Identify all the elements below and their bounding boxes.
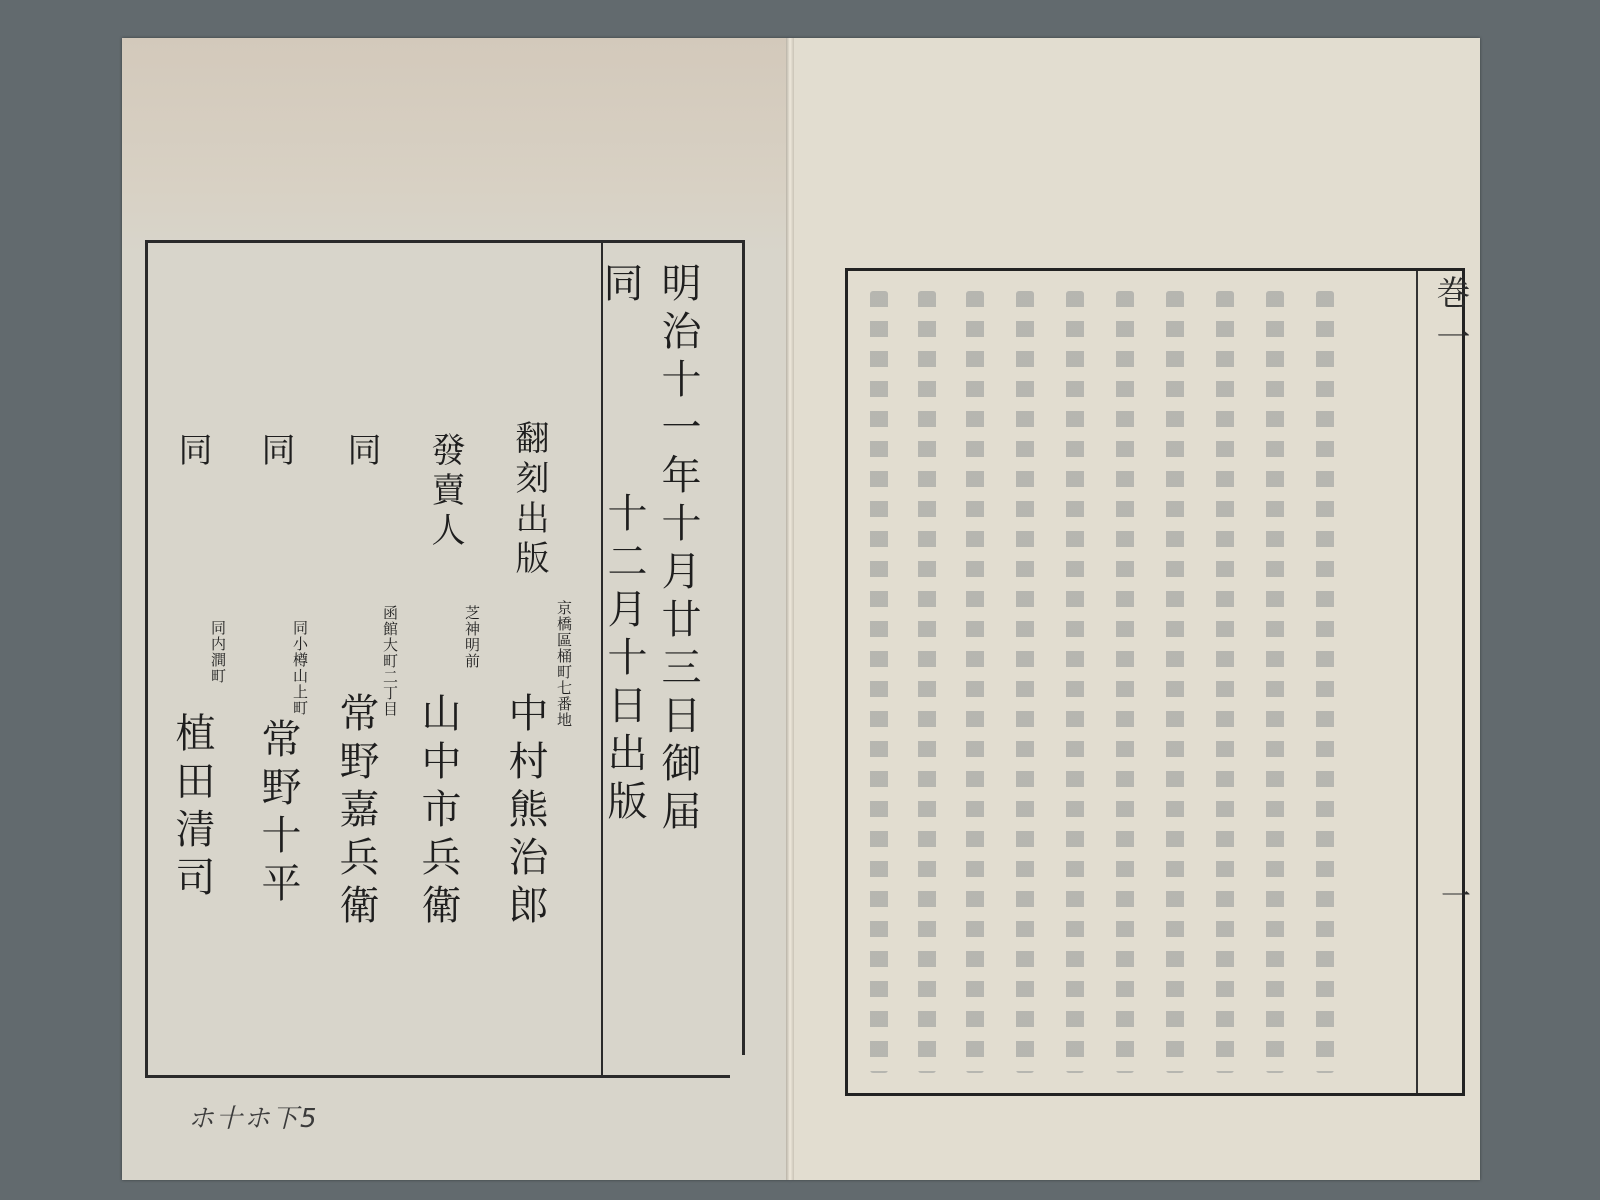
faint-text-column [1016,291,1034,1073]
folio-number: 一 [1435,880,1470,918]
frame-bottom-rule [148,1075,730,1078]
faint-text-column [870,291,888,1073]
seller-1-name: 山中市兵衛 [415,692,461,932]
book-spine [786,38,794,1180]
seller-4-prefix: 同 [172,432,212,472]
handwritten-catalog-note: ホ十ホ下5 [188,1104,319,1134]
colophon-same-1: 同 [597,262,643,310]
faint-text-column [966,291,984,1073]
faint-text-column [1166,291,1184,1073]
faint-text-column [1266,291,1284,1073]
faint-text-column [1216,291,1234,1073]
page-stain [122,38,790,253]
seller-4-name: 植田清司 [169,712,215,904]
seller-3-name: 常野十平 [255,718,301,910]
text-block-frame [845,268,1470,1096]
publisher-name: 中村熊治郎 [502,692,548,932]
seller-3-address: 同小樽山上町 [291,620,309,716]
colophon-date-published: 十二月十日出版 [601,492,647,828]
faint-text-column [918,291,936,1073]
faint-text-column [1316,291,1334,1073]
colophon-date-filed: 明治十一年十月廿三日御届 [655,262,701,838]
seller-label: 發賣人 [425,432,465,552]
seller-2-prefix: 同 [341,432,381,472]
publisher-address: 京橋區桶町七番地 [555,600,573,728]
seller-2-name: 常野嘉兵衛 [333,692,379,932]
seller-3-prefix: 同 [255,432,295,472]
faint-text-column [1116,291,1134,1073]
running-head: 巻一 [1430,275,1470,363]
seller-2-address: 函館大町二丁目 [381,605,399,717]
frame-right-rule [742,243,745,1055]
text-gutter-rule [1416,271,1418,1093]
colophon-reprint-label: 翻刻出版 [509,420,549,580]
faint-text-column [1066,291,1084,1073]
seller-1-address: 芝神明前 [463,605,481,669]
seller-4-address: 同内澗町 [209,620,227,684]
